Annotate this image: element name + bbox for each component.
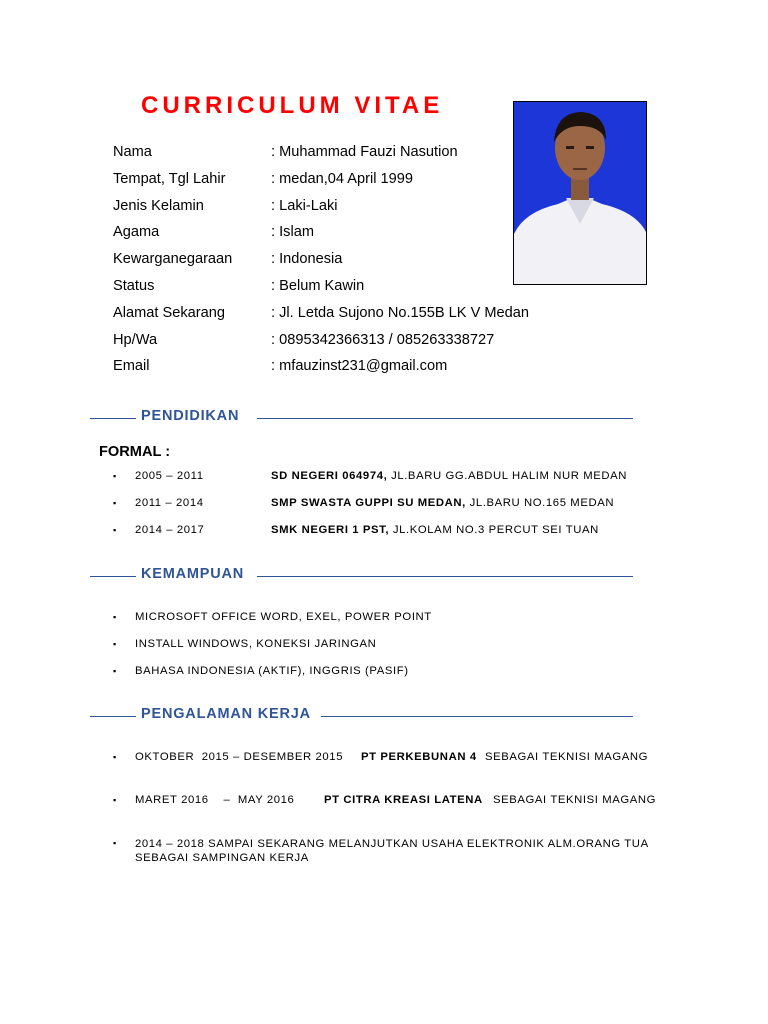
bullet-icon: ▪ (113, 666, 117, 676)
info-value: : 0895342366313 / 085263338727 (271, 331, 495, 348)
info-label: Agama (113, 224, 160, 241)
section-title: PENDIDIKAN (141, 408, 240, 424)
info-label: Nama (113, 144, 152, 160)
bullet-icon: ▪ (113, 471, 117, 481)
bullet-icon: ▪ (113, 525, 117, 535)
person-photo-icon (514, 102, 646, 284)
education-entry (271, 470, 627, 482)
education-entry (271, 524, 599, 536)
education-years: 2014 – 2017 (135, 524, 205, 536)
info-value: : medan,04 April 1999 (271, 170, 413, 187)
bullet-icon: ▪ (113, 752, 117, 762)
info-value: : Muhammad Fauzi Nasution (271, 144, 458, 160)
info-value: : Islam (271, 224, 314, 241)
school-address: JL.KOLAM NO.3 PERCUT SEI TUAN (389, 524, 599, 536)
school-name: SD NEGERI 064974, (271, 470, 388, 482)
experience-period: OKTOBER 2015 – DESEMBER 2015 (135, 751, 344, 763)
education-years: 2005 – 2011 (135, 470, 204, 482)
school-address: JL.BARU NO.165 MEDAN (465, 497, 615, 509)
experience-period: MARET 2016 – MAY 2016 (135, 794, 295, 806)
section-divider (257, 418, 633, 419)
info-label: Jenis Kelamin (113, 197, 204, 214)
section-divider (257, 576, 633, 577)
school-address: JL.BARU GG.ABDUL HALIM NUR MEDAN (387, 470, 628, 482)
info-value: : Jl. Letda Sujono No.155B LK V Medan (271, 304, 529, 321)
education-years: 2011 – 2014 (135, 497, 204, 509)
section-kemampuan (90, 565, 633, 587)
info-label: Hp/Wa (113, 331, 158, 348)
skill-item: MICROSOFT OFFICE WORD, EXEL, POWER POINT (135, 611, 432, 623)
info-label: Status (113, 277, 155, 294)
info-value: : Indonesia (271, 251, 343, 268)
bullet-icon: ▪ (113, 795, 117, 805)
experience-company: PT PERKEBUNAN 4 (361, 751, 477, 763)
school-name: SMK NEGERI 1 PST, (271, 524, 390, 536)
info-label: Alamat Sekarang (113, 304, 225, 321)
section-divider (90, 418, 136, 419)
skill-item: INSTALL WINDOWS, KONEKSI JARINGAN (135, 638, 377, 650)
experience-text: 2014 – 2018 SAMPAI SEKARANG MELANJUTKAN USAHA ELEKTRONIK ALM.ORANG TUA SEBAGAI SAMPINGAN KERJA (135, 838, 649, 864)
info-value: : mfauzinst231@gmail.com (271, 358, 448, 375)
skill-item: BAHASA INDONESIA (AKTIF), INGGRIS (PASIF) (135, 665, 409, 677)
bullet-icon: ▪ (113, 838, 117, 848)
section-pendidikan (90, 407, 633, 429)
section-divider (90, 576, 136, 577)
info-label: Kewarganegaraan (113, 251, 233, 268)
bullet-icon: ▪ (113, 612, 117, 622)
school-name: SMP SWASTA GUPPI SU MEDAN, (271, 497, 466, 509)
page-title: CURRICULUM VITAE (141, 92, 444, 119)
profile-photo (513, 101, 647, 285)
section-title: KEMAMPUAN (141, 566, 245, 582)
formal-heading: FORMAL : (99, 444, 171, 460)
info-label: Email (113, 358, 150, 375)
info-value: : Laki-Laki (271, 197, 338, 214)
section-pengalaman (90, 705, 633, 727)
experience-role: SEBAGAI TEKNISI MAGANG (485, 751, 649, 763)
experience-company: PT CITRA KREASI LATENA (324, 794, 483, 806)
bullet-icon: ▪ (113, 498, 117, 508)
experience-role: SEBAGAI TEKNISI MAGANG (493, 794, 657, 806)
education-entry (271, 497, 614, 509)
info-label: Tempat, Tgl Lahir (113, 170, 226, 187)
bullet-icon: ▪ (113, 639, 117, 649)
section-title: PENGALAMAN KERJA (141, 706, 311, 722)
info-value: : Belum Kawin (271, 277, 365, 294)
section-divider (321, 716, 633, 717)
section-divider (90, 716, 136, 717)
